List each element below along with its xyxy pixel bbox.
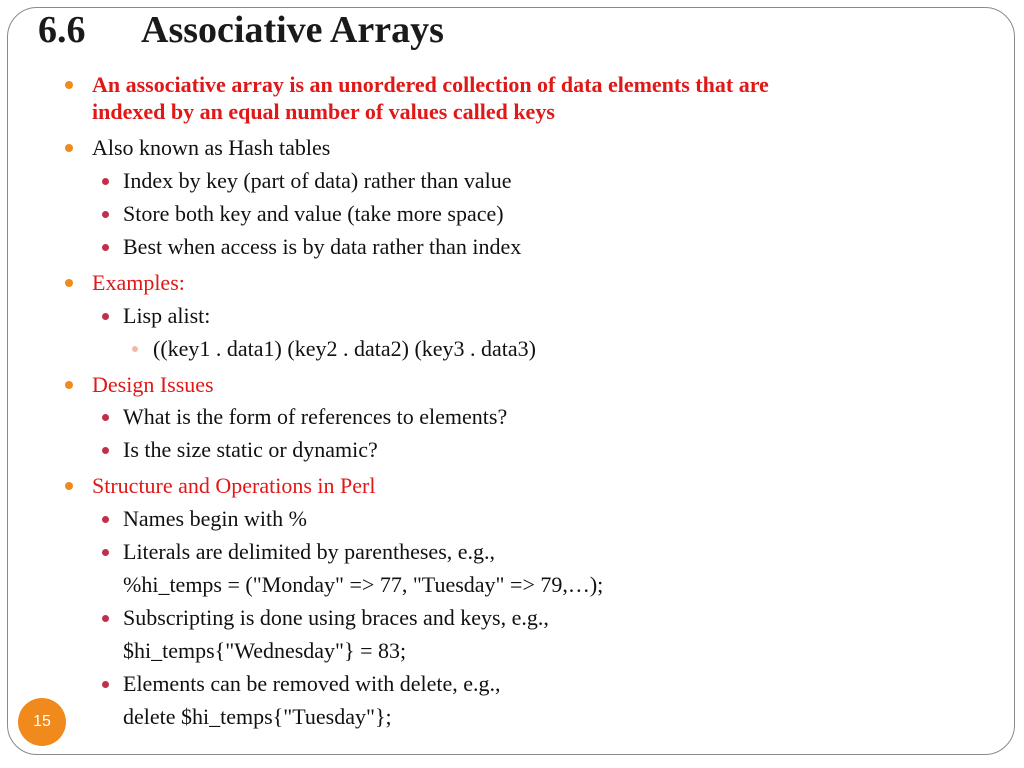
sub-bullet-perl-3-line2: $hi_temps{"Wednesday"} = 83;	[123, 638, 407, 663]
sub-bullet-dot	[102, 615, 109, 622]
sub-bullet-lisp: Lisp alist:	[123, 303, 211, 328]
sub-sub-bullet-dot	[132, 346, 138, 352]
sub-bullet-dot	[102, 313, 109, 320]
sub-bullet-aka-2: Store both key and value (take more space)	[123, 201, 504, 226]
sub-bullet-dot	[102, 414, 109, 421]
bullet-dot	[65, 482, 73, 490]
bullet-dot	[65, 81, 73, 89]
sub-bullet-perl-2-line1: Literals are delimited by parentheses, e.g.,	[123, 539, 496, 564]
sub-bullet-dot	[102, 244, 109, 251]
title-text: Associative Arrays	[141, 9, 444, 51]
bullet-dot	[65, 381, 73, 389]
bullet-dot	[65, 144, 73, 152]
section-number: 6.6	[38, 9, 86, 51]
bullet-definition-line1: An associative array is an unordered collection of data elements that are	[92, 72, 769, 97]
page-number-badge: 15	[18, 698, 66, 746]
bullet-aka: Also known as Hash tables	[92, 135, 331, 160]
sub-bullet-perl-4-line1: Elements can be removed with delete, e.g.,	[123, 671, 501, 696]
sub-bullet-perl-4-line2: delete $hi_temps{"Tuesday"};	[123, 704, 392, 729]
sub-bullet-dot	[102, 681, 109, 688]
sub-bullet-aka-1: Index by key (part of data) rather than value	[123, 168, 512, 193]
bullet-examples: Examples:	[92, 270, 185, 295]
sub-bullet-perl-3-line1: Subscripting is done using braces and keys, e.g.,	[123, 605, 549, 630]
sub-sub-bullet-lisp-example: ((key1 . data1) (key2 . data2) (key3 . data3)	[153, 336, 537, 361]
sub-bullet-aka-3: Best when access is by data rather than index	[123, 234, 522, 259]
sub-bullet-dot	[102, 447, 109, 454]
sub-bullet-design-1: What is the form of references to elements?	[123, 404, 508, 429]
sub-bullet-perl-1: Names begin with %	[123, 506, 307, 531]
sub-bullet-dot	[102, 178, 109, 185]
bullet-dot	[65, 279, 73, 287]
sub-bullet-design-2: Is the size static or dynamic?	[123, 437, 378, 462]
bullet-perl: Structure and Operations in Perl	[92, 473, 376, 498]
bullet-definition-line2: indexed by an equal number of values called keys	[92, 99, 555, 124]
sub-bullet-dot	[102, 549, 109, 556]
sub-bullet-dot	[102, 211, 109, 218]
sub-bullet-perl-2-line2: %hi_temps = ("Monday" => 77, "Tuesday" => 79,…);	[123, 572, 604, 597]
sub-bullet-dot	[102, 516, 109, 523]
bullet-design: Design Issues	[92, 372, 214, 397]
